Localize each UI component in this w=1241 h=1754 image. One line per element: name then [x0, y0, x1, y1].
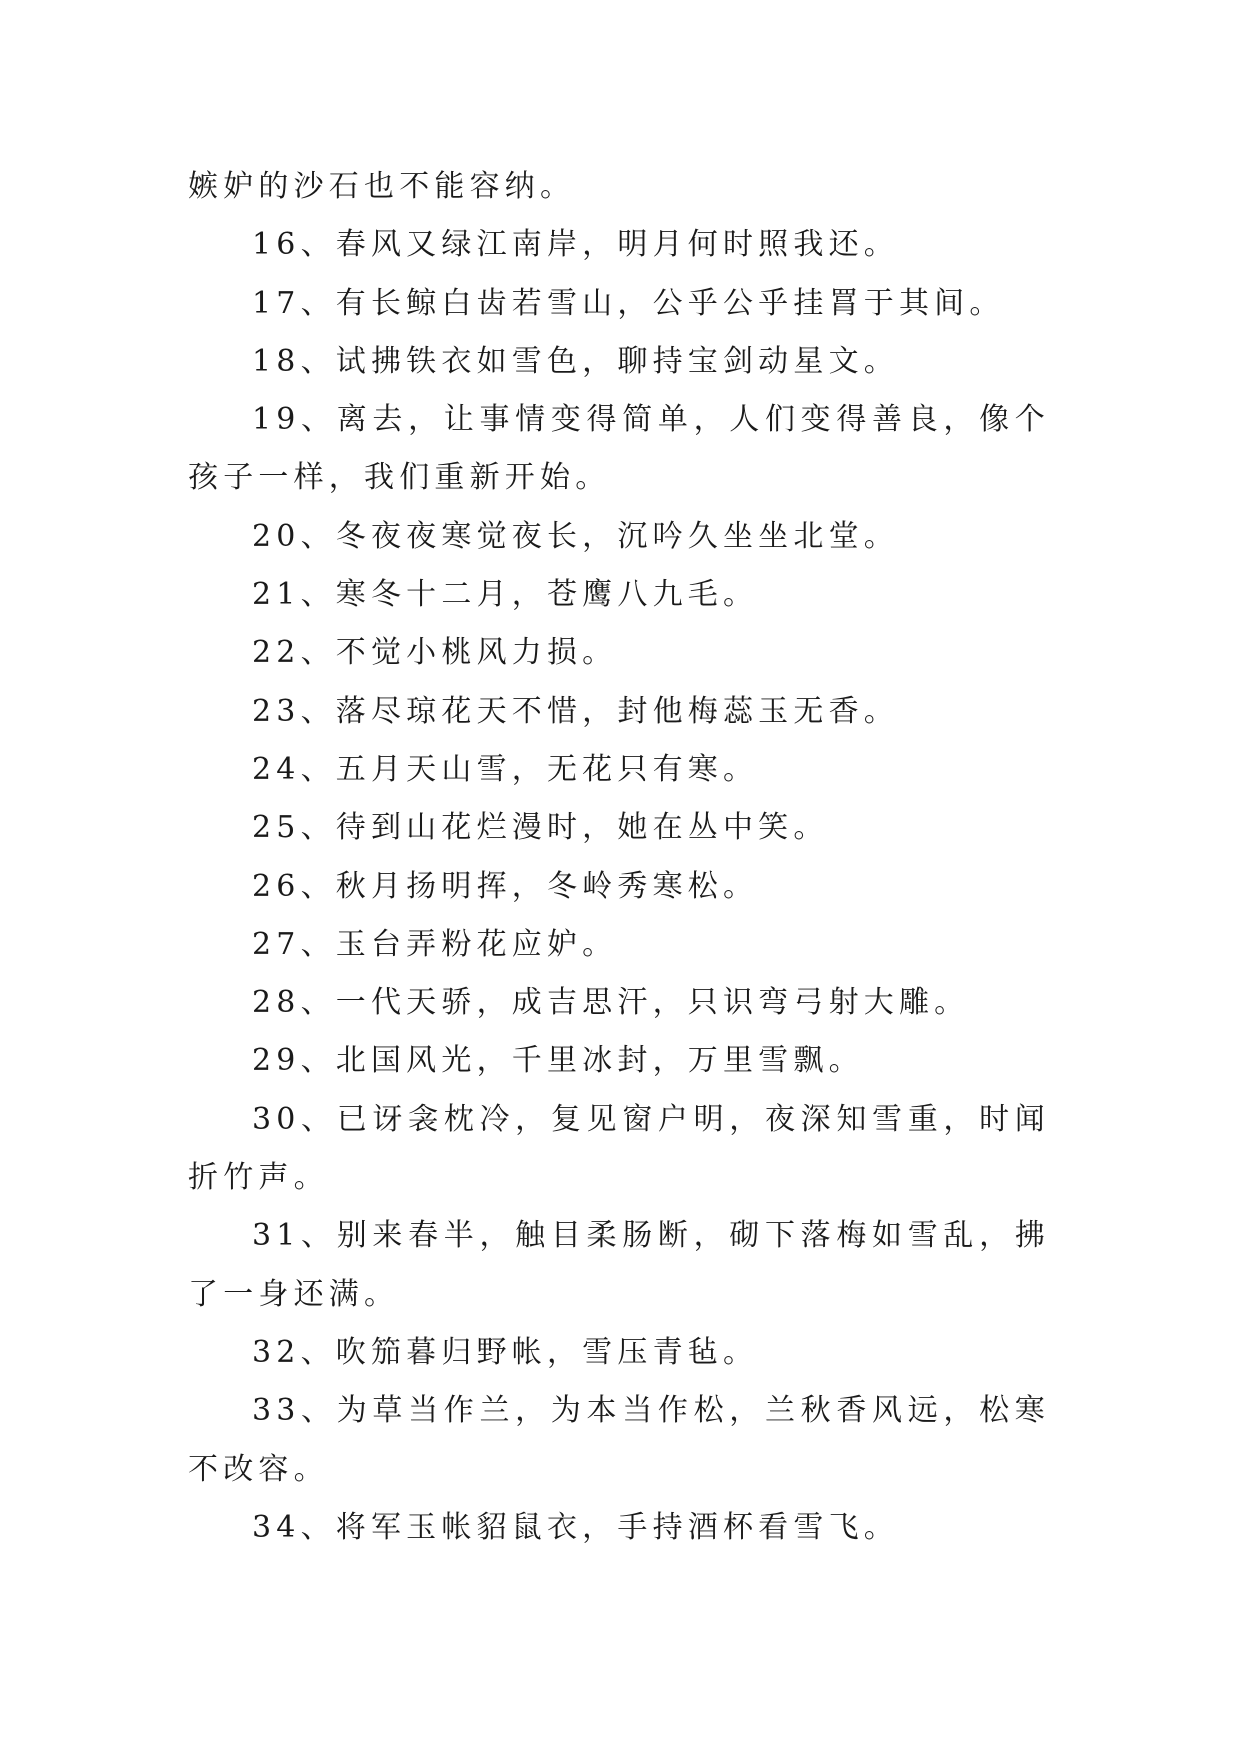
paragraph-item-20: 20、冬夜夜寒觉夜长，沉吟久坐坐北堂。 [252, 518, 899, 554]
paragraph-item-25: 25、待到山花烂漫时，她在丛中笑。 [252, 810, 829, 846]
paragraph-item-26: 26、秋月扬明挥，冬岭秀寒松。 [252, 868, 759, 904]
paragraph-item-17: 17、有长鲸白齿若雪山，公乎公乎挂罥于其间。 [252, 285, 1005, 321]
paragraph-item-30: 30、已讶衾枕冷，复见窗户明，夜深知雪重，时闻折竹声。 [188, 1101, 1050, 1196]
paragraph-item-23: 23、落尽琼花天不惜，封他梅蕊玉无香。 [252, 693, 899, 729]
paragraph-item-32: 32、吹笳暮归野帐，雪压青毡。 [252, 1334, 759, 1370]
paragraph-item-28: 28、一代天骄，成吉思汗，只识弯弓射大雕。 [252, 985, 970, 1021]
paragraph-continuation: 嫉妒的沙石也不能容纳。 [188, 169, 576, 204]
paragraph-item-22: 22、不觉小桃风力损。 [252, 635, 618, 671]
paragraph-item-31: 31、别来春半，触目柔肠断，砌下落梅如雪乱，拂了一身还满。 [188, 1218, 1050, 1312]
paragraph-item-21: 21、寒冬十二月，苍鹰八九毛。 [252, 577, 759, 613]
paragraph-item-34: 34、将军玉帐貂鼠衣，手持酒杯看雪飞。 [252, 1509, 899, 1545]
paragraph-item-29: 29、北国风光，千里冰封，万里雪飘。 [252, 1043, 864, 1079]
document-body [188, 158, 1050, 1557]
paragraph-item-33: 33、为草当作兰，为本当作松，兰秋香风远，松寒不改容。 [188, 1393, 1050, 1487]
paragraph-item-24: 24、五月天山雪，无花只有寒。 [252, 751, 759, 787]
paragraph-item-19: 19、离去，让事情变得简单，人们变得善良，像个孩子一样，我们重新开始。 [188, 402, 1050, 496]
paragraph-item-16: 16、春风又绿江南岸，明月何时照我还。 [252, 227, 899, 263]
paragraph-item-18: 18、试拂铁衣如雪色，聊持宝剑动星文。 [252, 343, 899, 379]
paragraph-item-27: 27、玉台弄粉花应妒。 [252, 926, 618, 962]
